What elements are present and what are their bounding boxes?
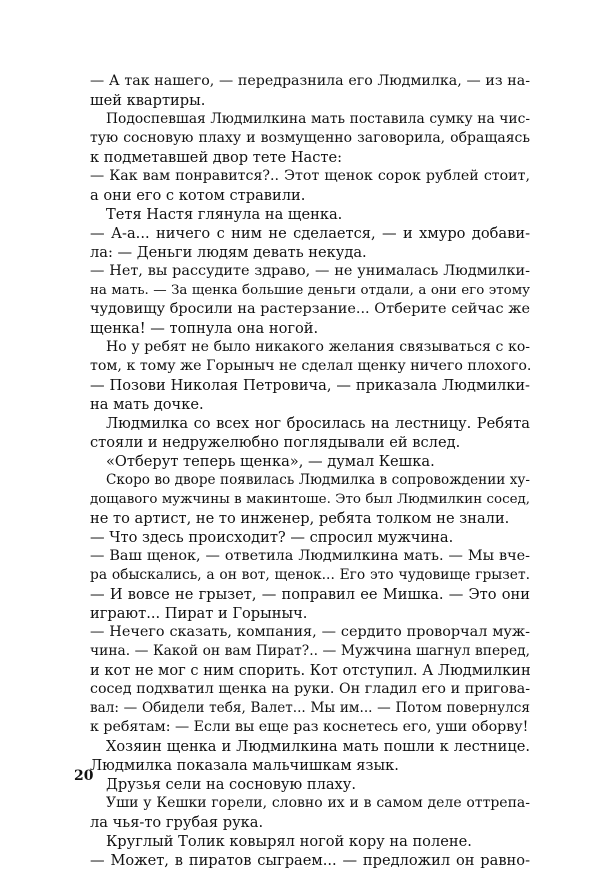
text-line: не то артист, не то инженер, ребята толком не знали. xyxy=(90,510,510,527)
text-line: — А так нашего, — передразнила его Людмилка, — из на- xyxy=(90,73,530,89)
text-line: сосед подхватил щенка на руки. Он гладил его и пригова- xyxy=(90,681,530,697)
text-line: Тетя Настя глянула на щенка. xyxy=(106,206,343,223)
text-line: дощавого мужчины в макинтоше. Это был Людмилкин сосед, xyxy=(90,492,530,507)
text-line: Хозяин щенка и Людмилкина мать пошли к лестнице. xyxy=(106,738,530,755)
text-line: — Позови Николая Петровича, — приказала Людмилки- xyxy=(90,377,530,394)
text-line: — Нечего сказать, компания, — сердито проворчал муж- xyxy=(90,624,530,640)
text-line: ра обыскались, а он вот, щенок... Его это чудовище грызет. xyxy=(90,567,530,583)
text-line: Уши у Кешки горели, словно их и в самом деле оттрепа- xyxy=(106,795,530,811)
text-line: к ребятам: — Если вы еще раз коснетесь его, уши оборву! xyxy=(90,719,529,735)
text-line: а они его с котом стравили. xyxy=(90,187,306,204)
text-line: Друзья сели на сосновую плаху. xyxy=(106,776,357,793)
text-line: Круглый Толик ковырял ногой кору на полене. xyxy=(106,833,472,850)
text-line: ла чья-то грубая рука. xyxy=(90,814,264,831)
text-line: Людмилка со всех ног бросилась на лестницу. Ребята xyxy=(106,415,530,432)
text-line: — И вовсе не грызет, — поправил ее Мишка. — Это они xyxy=(90,586,530,603)
text-line: шей квартиры. xyxy=(90,92,206,109)
text-line: чина. — Какой он вам Пират?.. — Мужчина шагнул вперед, xyxy=(90,643,530,659)
text-line: том, к тому же Горыныч не сделал щенку ничего плохого. xyxy=(90,358,532,374)
text-line: ла: — Деньги людям девать некуда. xyxy=(90,244,367,261)
text-line: Скоро во дворе появилась Людмилка в сопровождении ху- xyxy=(106,472,530,488)
text-line: на мать дочке. xyxy=(90,396,204,413)
text-line: Но у ребят не было никакого желания связываться с ко- xyxy=(106,339,530,355)
text-line: «Отберут теперь щенка», — думал Кешка. xyxy=(106,453,435,470)
text-line: — А-а... ничего с ним не сделается, — и хмуро добави- xyxy=(90,225,530,242)
text-line: — Ваш щенок, — ответила Людмилкина мать. — Мы вче- xyxy=(90,548,530,564)
text-line: вал: — Обидели тебя, Валет... Мы им... — Потом повернулся xyxy=(90,700,530,716)
text-line: — Что здесь происходит? — спросил мужчина. xyxy=(90,529,454,546)
text-line: — Нет, вы рассудите здраво, — не унималась Людмилки- xyxy=(90,263,530,279)
text-line: Людмилка показала мальчишкам язык. xyxy=(90,757,399,774)
text-line: играют... Пират и Горыныч. xyxy=(90,605,308,622)
page-number: 20 xyxy=(74,768,94,784)
text-line: и кот не мог с ним спорить. Кот отступил. А Людмилкин xyxy=(90,662,531,679)
text-line: к подметавшей двор тете Насте: xyxy=(90,149,343,166)
text-line: щенка! — топнула она ногой. xyxy=(90,320,319,337)
text-line: на мать. — За щенка большие деньги отдали, а они его этому xyxy=(90,283,530,298)
text-line: Подоспевшая Людмилкина мать поставила сумку на чис- xyxy=(106,111,530,127)
text-line: чудовищу бросили на растерзание... Отберите сейчас же xyxy=(90,301,530,317)
text-line: стояли и недружелюбно поглядывали ей вслед. xyxy=(90,434,461,451)
text-line: — Как вам понравится?.. Этот щенок сорок рублей стоит, xyxy=(90,168,530,184)
text-line: тую сосновую плаху и возмущенно заговорила, обращаясь xyxy=(90,130,530,146)
text-line: — Может, в пиратов сыграем... — предложил он равно- xyxy=(90,852,530,869)
